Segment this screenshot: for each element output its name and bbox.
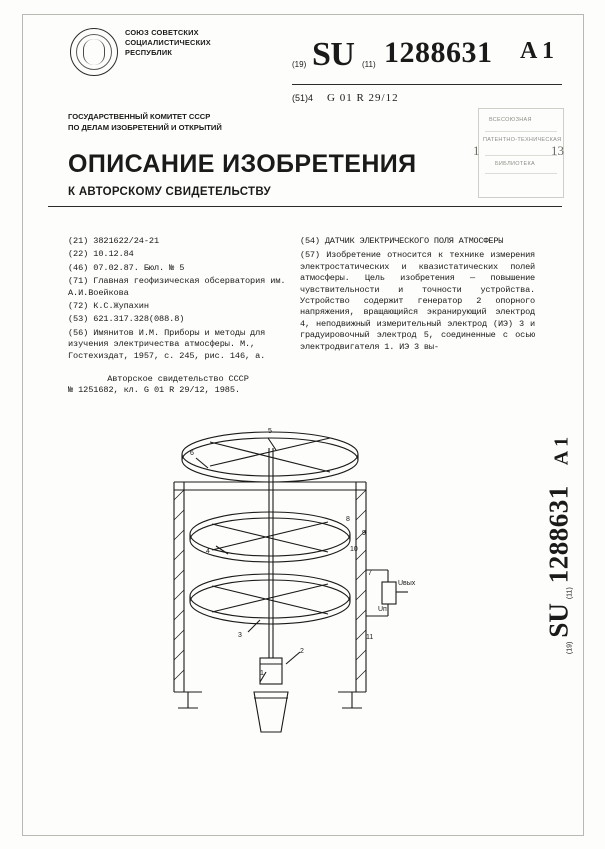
udc-code: (53) 621.317.328(088.8) bbox=[68, 314, 185, 325]
publication-header bbox=[292, 36, 562, 82]
certificate-body: № 1251682, кл. G 01 R 29/12, 1985. bbox=[68, 385, 240, 396]
code-11: (11) bbox=[362, 60, 376, 69]
inventor: (72) К.С.Жупахин bbox=[68, 301, 149, 312]
ipc-line bbox=[292, 92, 399, 104]
invention-title-tag: (54) bbox=[300, 236, 320, 246]
fig-label-11: 11 bbox=[366, 634, 374, 641]
side-country-code: SU bbox=[543, 603, 574, 638]
invention-title: ДАТЧИК ЭЛЕКТРИЧЕСКОГО ПОЛЯ АТМОСФЕРЫ bbox=[324, 236, 504, 246]
ipc-class: G 01 R 29/12 bbox=[327, 92, 399, 104]
committee-caption: ГОСУДАРСТВЕННЫЙ КОМИТЕТ СССР ПО ДЕЛАМ ИЗОБРЕТЕНИЙ И ОТКРЫТИЙ bbox=[68, 112, 222, 132]
certificate-title: Авторское свидетельство СССР bbox=[107, 374, 249, 385]
kind-code: A 1 bbox=[520, 38, 555, 64]
abstract-text: Изобретение относится к технике измерения электростатических и квазистатических полей атмосферы. Цель изобретения — повышение чувствительности и точности устройства. Устройство содержит генератор 2 опорного напряжения, вращающийся экранирующий электрод 4, неподвижный измерительный электрод (ИЭ) 3 и градуировочный электрод 5, соединенные с осью электродвигателя 1. ИЭ 3 вы- bbox=[300, 250, 535, 352]
code-19: (19) bbox=[292, 60, 307, 69]
application-number: (21) 3821622/24-21 bbox=[68, 236, 160, 246]
technical-drawing bbox=[150, 420, 440, 750]
stamp-line-1: ВСЕСОЮЗНАЯ bbox=[489, 117, 532, 123]
ussr-emblem-icon bbox=[70, 28, 118, 76]
references: (56) Имянитов И.М. Приборы и методы для изучения электричества атмосферы. М., Гостехиздат, 1957, с. 245, рис. 146, а. bbox=[68, 327, 266, 361]
ipc-tag: (51)4 bbox=[292, 93, 314, 103]
abstract-block bbox=[300, 250, 535, 353]
fig-label-1: 1 bbox=[260, 670, 264, 677]
page-subtitle: К АВТОРСКОМУ СВИДЕТЕЛЬСТВУ bbox=[68, 186, 271, 198]
union-caption: СОЮЗ СОВЕТСКИХ СОЦИАЛИСТИЧЕСКИХ РЕСПУБЛИК bbox=[125, 28, 211, 57]
fig-label-4: 4 bbox=[206, 548, 210, 555]
side-code-19: (19) bbox=[566, 641, 574, 655]
library-stamp bbox=[473, 108, 564, 198]
page-title: ОПИСАНИЕ ИЗОБРЕТЕНИЯ bbox=[68, 150, 417, 178]
country-code: SU bbox=[312, 36, 355, 73]
stamp-digit-right: 13 bbox=[551, 143, 564, 158]
abstract-tag: (57) bbox=[300, 250, 320, 261]
fig-label-7: 7 bbox=[368, 570, 372, 577]
side-publication-number bbox=[524, 420, 584, 700]
invention-title-block bbox=[300, 236, 535, 247]
publication-date: (46) 07.02.87. Бюл. № 5 bbox=[68, 262, 185, 273]
fig-label-6: 6 bbox=[190, 450, 194, 457]
filing-date: (22) 10.12.84 bbox=[68, 249, 134, 260]
fig-label-5: 5 bbox=[268, 428, 272, 435]
fig-label-3: 3 bbox=[238, 632, 242, 639]
fig-label-uout: Uвых bbox=[398, 580, 416, 587]
side-kind-code: A 1 bbox=[550, 436, 573, 466]
stamp-line-3: БИБЛИОТЕКА bbox=[495, 161, 535, 167]
publication-number: 1288631 bbox=[384, 36, 493, 69]
title-divider bbox=[48, 206, 562, 207]
stamp-digit-left: 1 bbox=[473, 143, 480, 158]
side-number: 1288631 bbox=[543, 485, 574, 584]
fig-label-up: Uп bbox=[378, 606, 387, 613]
stamp-line-2: ПАТЕНТНО-ТЕХНИЧЕСКАЯ bbox=[483, 137, 562, 143]
fig-label-8: 8 bbox=[346, 516, 350, 523]
applicant: (71) Главная геофизическая обсерватория им. А.И.Воейкова bbox=[68, 276, 286, 298]
side-code-11: (11) bbox=[566, 587, 574, 600]
fig-label-10: 10 bbox=[350, 546, 358, 553]
fig-label-2: 2 bbox=[300, 648, 304, 655]
biblio-right-column bbox=[300, 236, 535, 355]
header-divider bbox=[292, 84, 562, 85]
drawing-svg bbox=[150, 420, 440, 750]
fig-label-9: 9 bbox=[362, 530, 366, 537]
biblio-left-column bbox=[68, 236, 288, 397]
